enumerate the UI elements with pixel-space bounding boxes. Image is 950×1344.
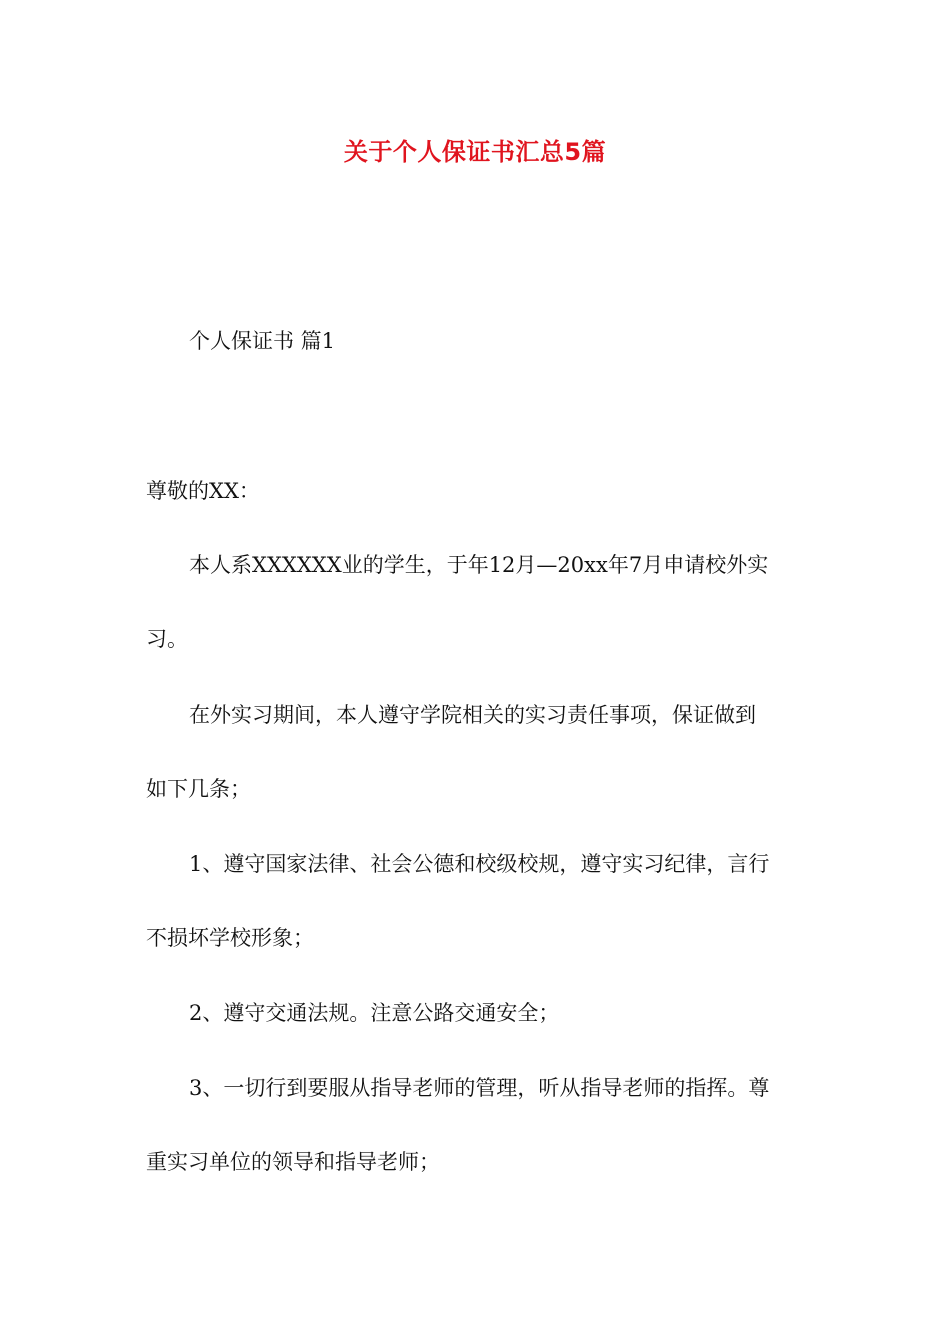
- paragraph-1-line-2: 习。: [146, 627, 188, 651]
- paragraph-2-line-1: 在外实习期间，本人遵守学院相关的实习责任事项，保证做到: [189, 703, 756, 727]
- paragraph-5-line-1: 3、一切行到要服从指导老师的管理，听从指导老师的指挥。尊: [189, 1076, 770, 1100]
- salutation: 尊敬的XX：: [146, 479, 260, 503]
- paragraph-4-line-1: 2、遵守交通法规。注意公路交通安全；: [189, 1001, 560, 1025]
- paragraph-2-line-2: 如下几条；: [146, 777, 251, 801]
- paragraph-5-line-2: 重实习单位的领导和指导老师；: [146, 1150, 440, 1174]
- paragraph-3-line-1: 1、遵守国家法律、社会公德和校级校规，遵守实习纪律，言行: [189, 852, 770, 876]
- section-heading: 个人保证书 篇1: [189, 329, 336, 353]
- document-title: 关于个人保证书汇总5篇: [343, 138, 607, 166]
- paragraph-3-line-2: 不损坏学校形象；: [146, 926, 314, 950]
- paragraph-1-line-1: 本人系XXXXXX业的学生，于年12月—20xx年7月申请校外实: [189, 553, 769, 577]
